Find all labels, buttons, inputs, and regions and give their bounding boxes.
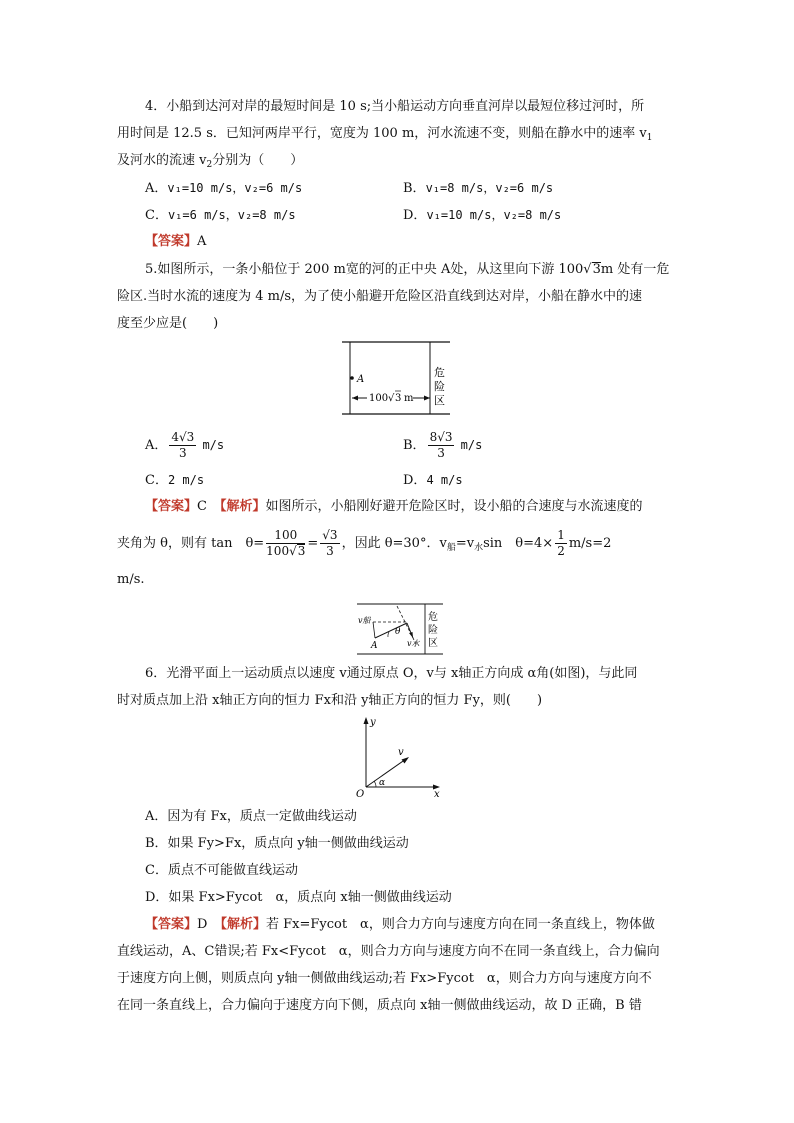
alpha-arc xyxy=(374,781,376,787)
distance-label-num: 100 xyxy=(369,393,389,404)
q4-option-a-text: v₁=10 m/s，v₂=6 m/s xyxy=(167,181,303,195)
q5-analysis-2c: =v xyxy=(455,536,475,551)
distance-label-sqrt-sign: √ xyxy=(388,393,395,404)
q5-analysis-2e: m/s=2 xyxy=(568,536,612,551)
q6-analysis-line-1: 若 Fx=Fycot α，则合力方向与速度方向在同一条直线上，物体做 xyxy=(265,917,655,932)
point-a-label: A xyxy=(357,374,365,385)
q4-option-d xyxy=(403,205,561,226)
q6-analysis-line-4: 在同一条直线上，合力偏向于速度方向下侧，质点向 x轴一侧做曲线运动，故 D 正确，B 错 xyxy=(117,998,642,1013)
q5-analysis-2d: sin θ=4× xyxy=(483,536,554,551)
q5-option-d xyxy=(403,470,463,491)
q4-line-3 xyxy=(117,151,303,175)
q5-analysis-2a: 夹角为 θ，则有 tan θ= xyxy=(117,536,265,551)
q5-option-b-fraction xyxy=(428,430,455,461)
fig2-a-label: A xyxy=(371,641,378,651)
q5-sqrt-sign: √ xyxy=(583,262,592,277)
q6-option-c: C．质点不可能做直线运动 xyxy=(145,863,298,878)
q4-answer-tag: 【答案】 xyxy=(145,234,198,249)
q5-option-a-den: 3 xyxy=(179,446,187,460)
q4-answer xyxy=(145,232,206,252)
q5-option-a-fraction xyxy=(169,430,196,461)
q4-option-a xyxy=(145,178,302,199)
fig2-arrowhead xyxy=(409,632,413,638)
q5-analysis-line-1: 如图所示，小船刚好避开危险区时，设小船的合速度与水流速度的 xyxy=(265,499,643,514)
q6-analysis-line-2: 直线运动，A、C错误;若 Fx<Fycot α，则合力方向与速度方向不在同一条直线上，合力偏向 xyxy=(117,944,660,959)
q6-line-1: 6．光滑平面上一运动质点以速度 v通过原点 O，v与 x轴正方向成 α角(如图)，与此同 xyxy=(145,666,638,681)
danger-label-3: 区 xyxy=(434,394,445,407)
q6-option-d: D．如果 Fx>Fycot α，质点向 x轴一侧做曲线运动 xyxy=(145,890,452,905)
fig2-danger-3: 区 xyxy=(428,638,438,649)
q6-option-a: A．因为有 Fx，质点一定做曲线运动 xyxy=(145,809,357,824)
fig2-boat-velocity xyxy=(375,623,407,638)
q5-option-b-unit: m/s xyxy=(460,438,483,452)
q4-option-c xyxy=(145,205,296,226)
q5-sqrt-value: 3 xyxy=(592,262,601,277)
fig2-theta-label: θ xyxy=(395,627,401,637)
q5-analysis-eq: = xyxy=(307,536,319,551)
q5-line-2: 险区.当时水流的速度为 4 m/s，为了使小船避开危险区沿直线到达对岸，小船在静水中的速 xyxy=(117,289,643,304)
q5-analysis-sub-boat: 船 xyxy=(446,543,456,553)
velocity-vector xyxy=(366,759,406,787)
fig2-danger-2: 险 xyxy=(428,625,438,636)
q5-line-3: 度至少应是( ) xyxy=(117,316,219,331)
q5-frac-1-den-sqrt: 3 xyxy=(297,544,306,558)
q5-frac-3-den: 2 xyxy=(557,544,565,558)
q5-answer-tag: 【答案】 xyxy=(145,499,198,514)
q5-line-1-a: 5.如图所示，一条小船位于 200 m宽的河的正中央 A处，从这里向下游 100 xyxy=(145,262,584,277)
q5-option-b-num: 8√3 xyxy=(429,430,453,444)
fig2-resultant xyxy=(373,622,375,638)
q5-analysis-sub-water: 水 xyxy=(474,543,484,553)
q4-option-c-text: v₁=6 m/s，v₂=8 m/s xyxy=(167,208,296,222)
q5-line-1 xyxy=(145,260,669,280)
q5-answer-value: C xyxy=(197,499,207,514)
river-figure xyxy=(340,340,452,418)
q5-option-d-text: 4 m/s xyxy=(426,473,463,487)
x-axis-label: x xyxy=(434,789,440,799)
alpha-label: α xyxy=(379,778,386,788)
q4-line-2-text: 用时间是 12.5 s．已知河两岸平行，宽度为 100 m，河水流速不变，则船在静水中的速率 v xyxy=(117,126,647,141)
fig2-danger-1: 危 xyxy=(428,612,438,623)
distance-label-sqrt-val: 3 xyxy=(395,393,402,404)
q6-answer-value: D xyxy=(197,917,208,932)
q5-frac-2-num: √3 xyxy=(322,528,338,542)
q4-line-3-b: 分别为（ ） xyxy=(212,153,304,168)
q5-analysis-tag: 【解析】 xyxy=(219,499,266,514)
q5-option-a-unit: m/s xyxy=(202,438,225,452)
origin-label: O xyxy=(356,789,365,799)
q5-option-c xyxy=(145,470,204,491)
q5-analysis-line-3: m/s. xyxy=(117,572,145,587)
q4-line-2-sub: 1 xyxy=(646,133,653,143)
boat-point xyxy=(350,376,354,380)
fig2-v-boat-label: v船 xyxy=(358,616,371,625)
q5-analysis-line-2 xyxy=(117,524,611,568)
q5-frac-3-num: 1 xyxy=(557,528,565,542)
q4-option-a-label: A． xyxy=(145,181,168,196)
q4-line-3-sub: 2 xyxy=(206,160,213,170)
distance-arrow-right xyxy=(424,396,430,401)
q4-option-d-label: D． xyxy=(403,208,427,223)
distance-label-unit: m xyxy=(404,393,414,404)
q5-option-a-num: 4√3 xyxy=(171,430,195,444)
q5-option-b-den: 3 xyxy=(437,446,445,460)
q5-answer xyxy=(145,497,643,517)
q4-answer-value: A xyxy=(197,234,207,249)
q4-line-2 xyxy=(117,124,653,148)
v-label: v xyxy=(398,747,404,758)
danger-label-2: 险 xyxy=(434,380,445,393)
fig2-v-water-label: v水 xyxy=(407,639,420,648)
y-axis-label: y xyxy=(370,717,376,728)
q5-analysis-frac-1 xyxy=(266,528,305,559)
q6-analysis-line-3: 于速度方向上侧，则质点向 y轴一侧做曲线运动;若 Fx>Fycot α，则合力方向与速度方向不 xyxy=(117,971,652,986)
y-axis-arrow xyxy=(364,717,369,724)
q6-line-2: 时对质点加上沿 x轴正方向的恒力 Fx和沿 y轴正方向的恒力 Fy，则( ) xyxy=(117,693,543,708)
q5-frac-1-den-a: 100 xyxy=(266,544,290,558)
q5-option-b xyxy=(403,426,482,465)
axes-figure xyxy=(352,715,444,799)
q5-frac-1-num: 100 xyxy=(266,528,305,544)
q4-option-b-text: v₁=8 m/s，v₂=6 m/s xyxy=(425,181,554,195)
q6-option-b: B．如果 Fy>Fx，质点向 y轴一侧做曲线运动 xyxy=(145,836,409,851)
distance-arrow-left xyxy=(352,396,358,401)
q4-option-d-text: v₁=10 m/s，v₂=8 m/s xyxy=(426,208,562,222)
q5-option-d-label: D． xyxy=(403,473,427,488)
q4-line-1: 4．小船到达河对岸的最短时间是 10 s;当小船运动方向垂直河岸以最短位移过河时，所 xyxy=(145,99,645,114)
q5-option-a-label: A． xyxy=(145,438,168,453)
q4-option-b xyxy=(403,178,553,199)
q5-option-b-label: B． xyxy=(403,438,426,453)
q5-analysis-frac-2 xyxy=(320,528,339,559)
q4-option-b-label: B． xyxy=(403,181,426,196)
q4-line-3-a: 及河水的流速 v xyxy=(117,153,207,168)
q5-analysis-2b: ，因此 θ=30°．v xyxy=(341,536,447,551)
q5-option-c-text: 2 m/s xyxy=(167,473,205,487)
velocity-figure xyxy=(355,600,445,658)
q6-analysis-tag: 【解析】 xyxy=(220,917,266,932)
fig2-angle-arc xyxy=(388,632,389,637)
q4-option-c-label: C． xyxy=(145,208,168,223)
q5-line-1-b: m 处有一危 xyxy=(600,262,670,277)
q6-answer-tag: 【答案】 xyxy=(145,917,198,932)
danger-label-1: 危 xyxy=(434,366,445,379)
q5-frac-2-den: 3 xyxy=(326,544,334,558)
q6-answer xyxy=(145,915,655,935)
q5-analysis-frac-3 xyxy=(555,528,567,559)
q5-option-c-label: C． xyxy=(145,473,168,488)
q5-option-a xyxy=(145,426,224,465)
q5-frac-1-den: 100√3 xyxy=(266,544,306,558)
